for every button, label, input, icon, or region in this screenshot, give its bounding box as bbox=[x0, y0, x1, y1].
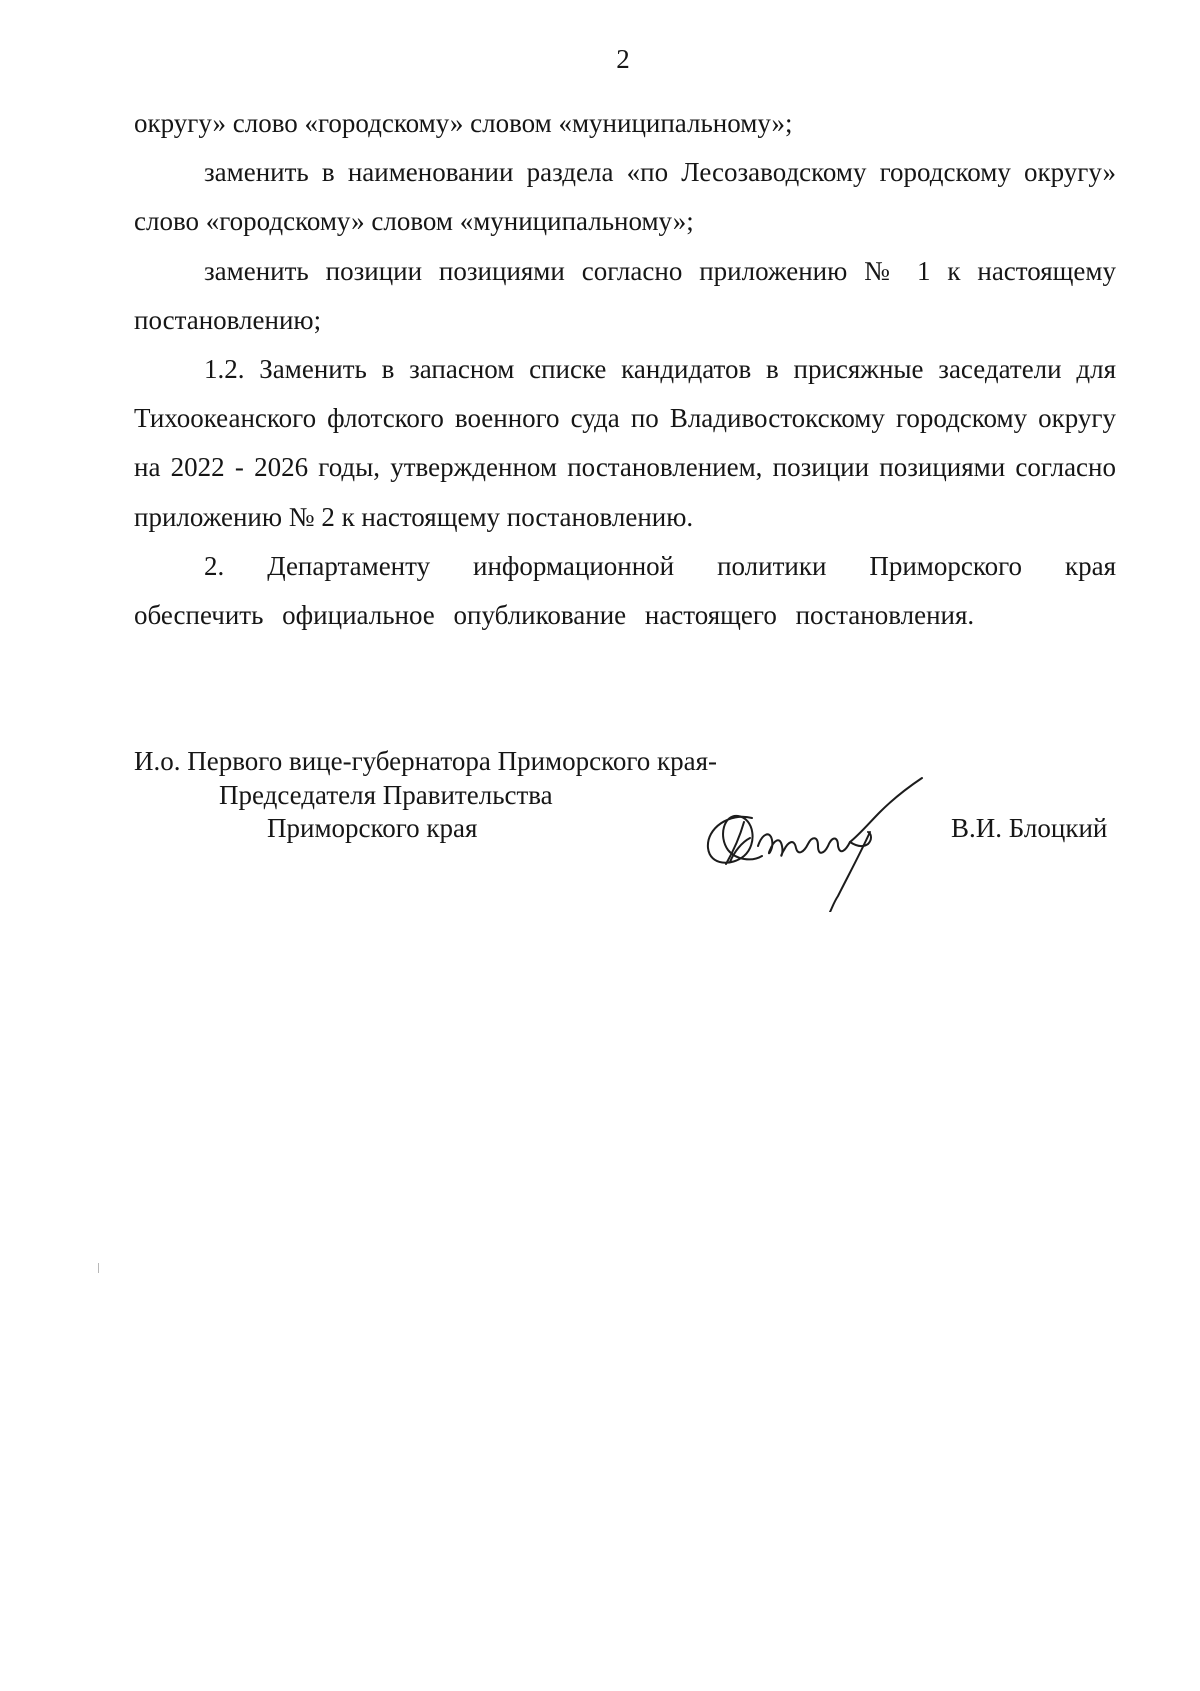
signatory-title-line-1: И.о. Первого вице-губернатора Приморского края- bbox=[134, 746, 717, 776]
paragraph-2: 2. Департаменту информационной политики Приморского края обеспечить официальное опубликование настоящего постановления. bbox=[134, 550, 1116, 631]
scan-artifact-mark bbox=[98, 1263, 99, 1273]
paragraph-1-2: 1.2. Заменить в запасном списке кандидатов в присяжные заседатели для Тихоокеанского флотского военного суда по Владивостокскому городскому округу на 2022 - 2026 годы, утвержденном постановлением, позиции позициями согласно приложению № 2 к настоящему постановлению. bbox=[134, 354, 1116, 532]
signatory-title-line-3: Приморского края bbox=[267, 813, 478, 843]
signatory-title-line-2: Председателя Правительства bbox=[219, 780, 553, 810]
paragraph-replace-positions: заменить позиции позициями согласно приложению № 1 к настоящему постановлению; bbox=[134, 255, 1116, 335]
document-body bbox=[134, 99, 1116, 640]
paragraph-replace-section-name: заменить в наименовании раздела «по Лесозаводскому городскому округу» слово «городскому» словом «муниципальному»; bbox=[134, 157, 1116, 237]
handwritten-signature bbox=[700, 776, 930, 912]
paragraph-continuation: округу» слово «городскому» словом «муниципальному»; bbox=[134, 108, 793, 138]
page-number: 2 bbox=[616, 44, 630, 74]
signatory-name: В.И. Блоцкий bbox=[951, 813, 1108, 843]
